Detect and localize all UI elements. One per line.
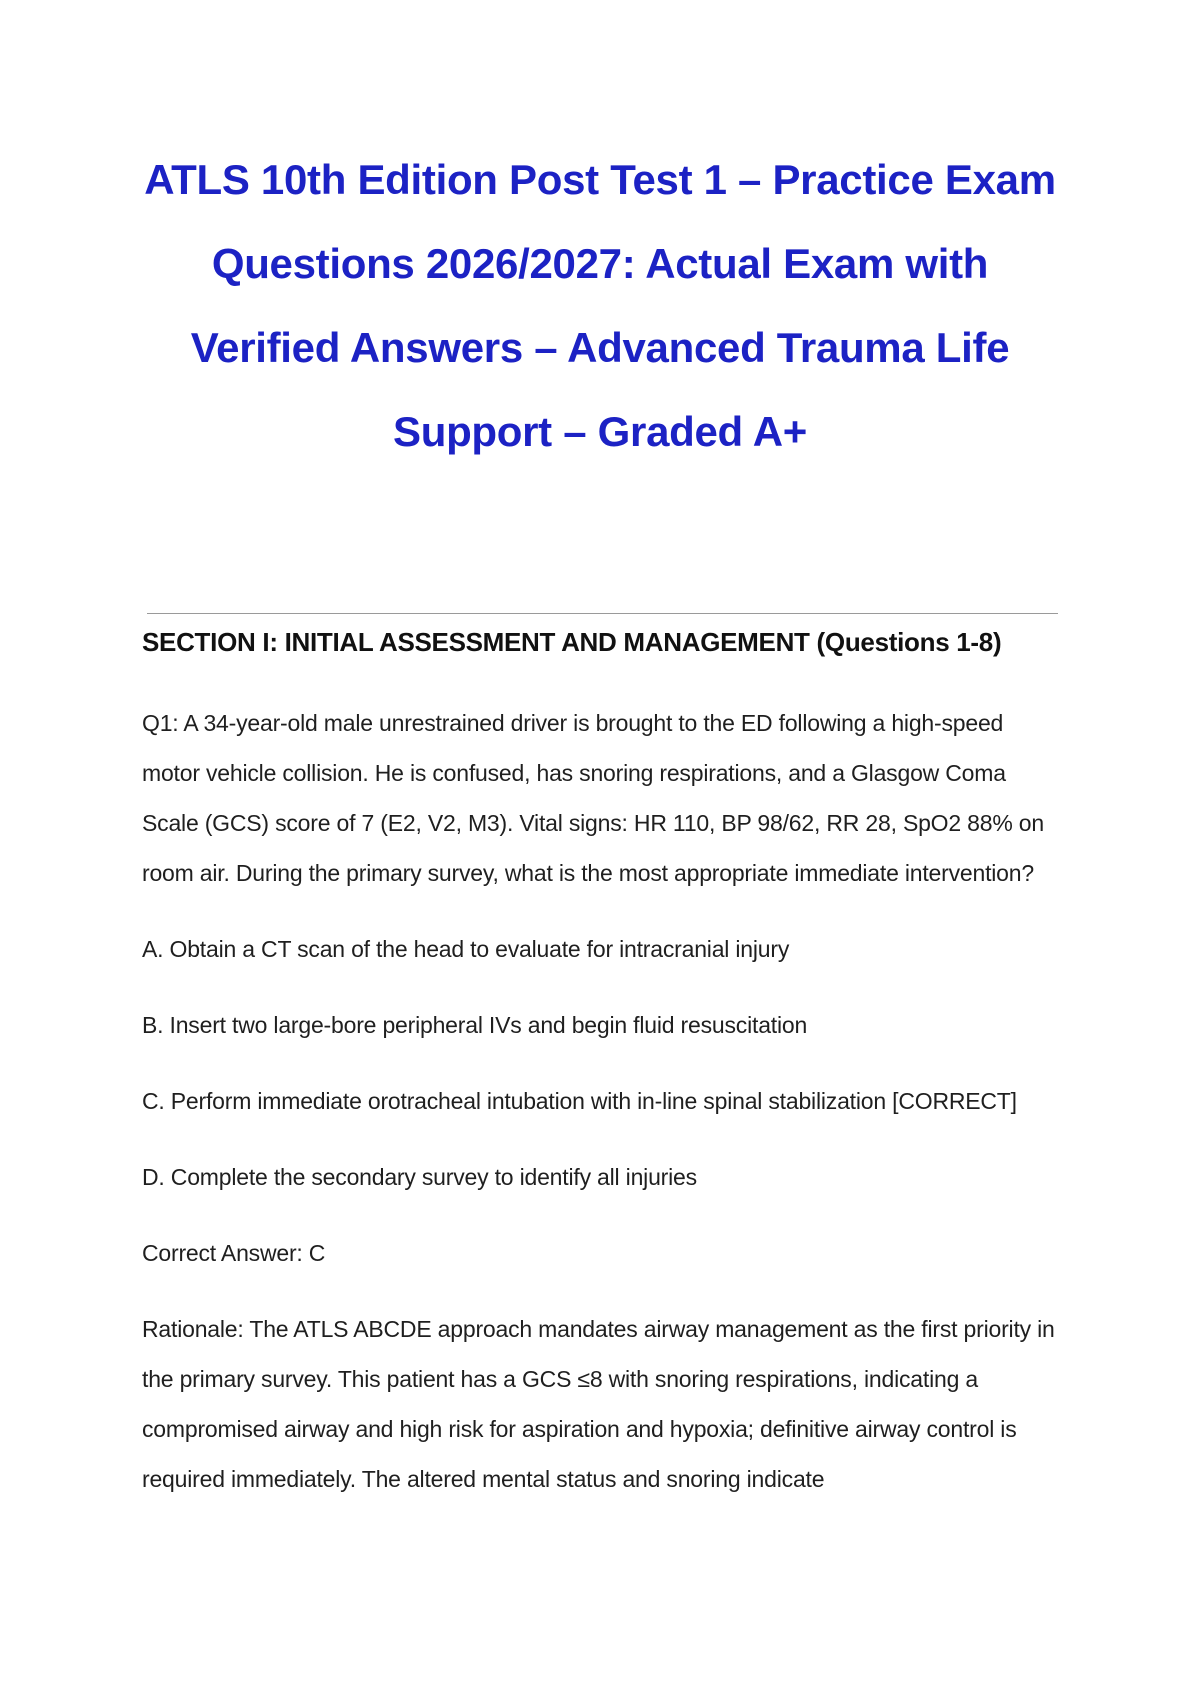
question-text: Q1: A 34-year-old male unrestrained driver is brought to the ED following a high-speed motor vehicle collision. He is confused, has snoring respirations, and a Glasgow Coma Scale (GCS) score of 7 (E2, V2, M3). Vital signs: HR 110, BP 98/62, RR 28, SpO2 88% on room air. During the primary survey, what is the most appropriate immediate intervention? xyxy=(142,710,1044,886)
answer-option-a: A. Obtain a CT scan of the head to evaluate for intracranial injury xyxy=(142,936,790,962)
answer-option-c: C. Perform immediate orotracheal intubation with in-line spinal stabilization [CORRECT] xyxy=(142,1088,1017,1114)
correct-answer: Correct Answer: C xyxy=(142,1240,326,1266)
document-title: ATLS 10th Edition Post Test 1 – Practice Exam Questions 2026/2027: Actual Exam with Verified Answers – Advanced Trauma Life Support – Graded A+ xyxy=(144,156,1056,455)
answer-option-d: D. Complete the secondary survey to identify all injuries xyxy=(142,1164,697,1190)
question-block xyxy=(142,698,1062,1504)
section-divider xyxy=(147,613,1058,614)
rationale-text: Rationale: The ATLS ABCDE approach mandates airway management as the first priority in the primary survey. This patient has a GCS ≤8 with snoring respirations, indicating a compromised airway and high risk for aspiration and hypoxia; definitive airway control is required immediately. The altered mental status and snoring indicate xyxy=(142,1316,1055,1492)
section-heading: SECTION I: INITIAL ASSESSMENT AND MANAGEMENT (Questions 1-8) xyxy=(142,627,1002,657)
answer-option-b: B. Insert two large-bore peripheral IVs and begin fluid resuscitation xyxy=(142,1012,808,1038)
